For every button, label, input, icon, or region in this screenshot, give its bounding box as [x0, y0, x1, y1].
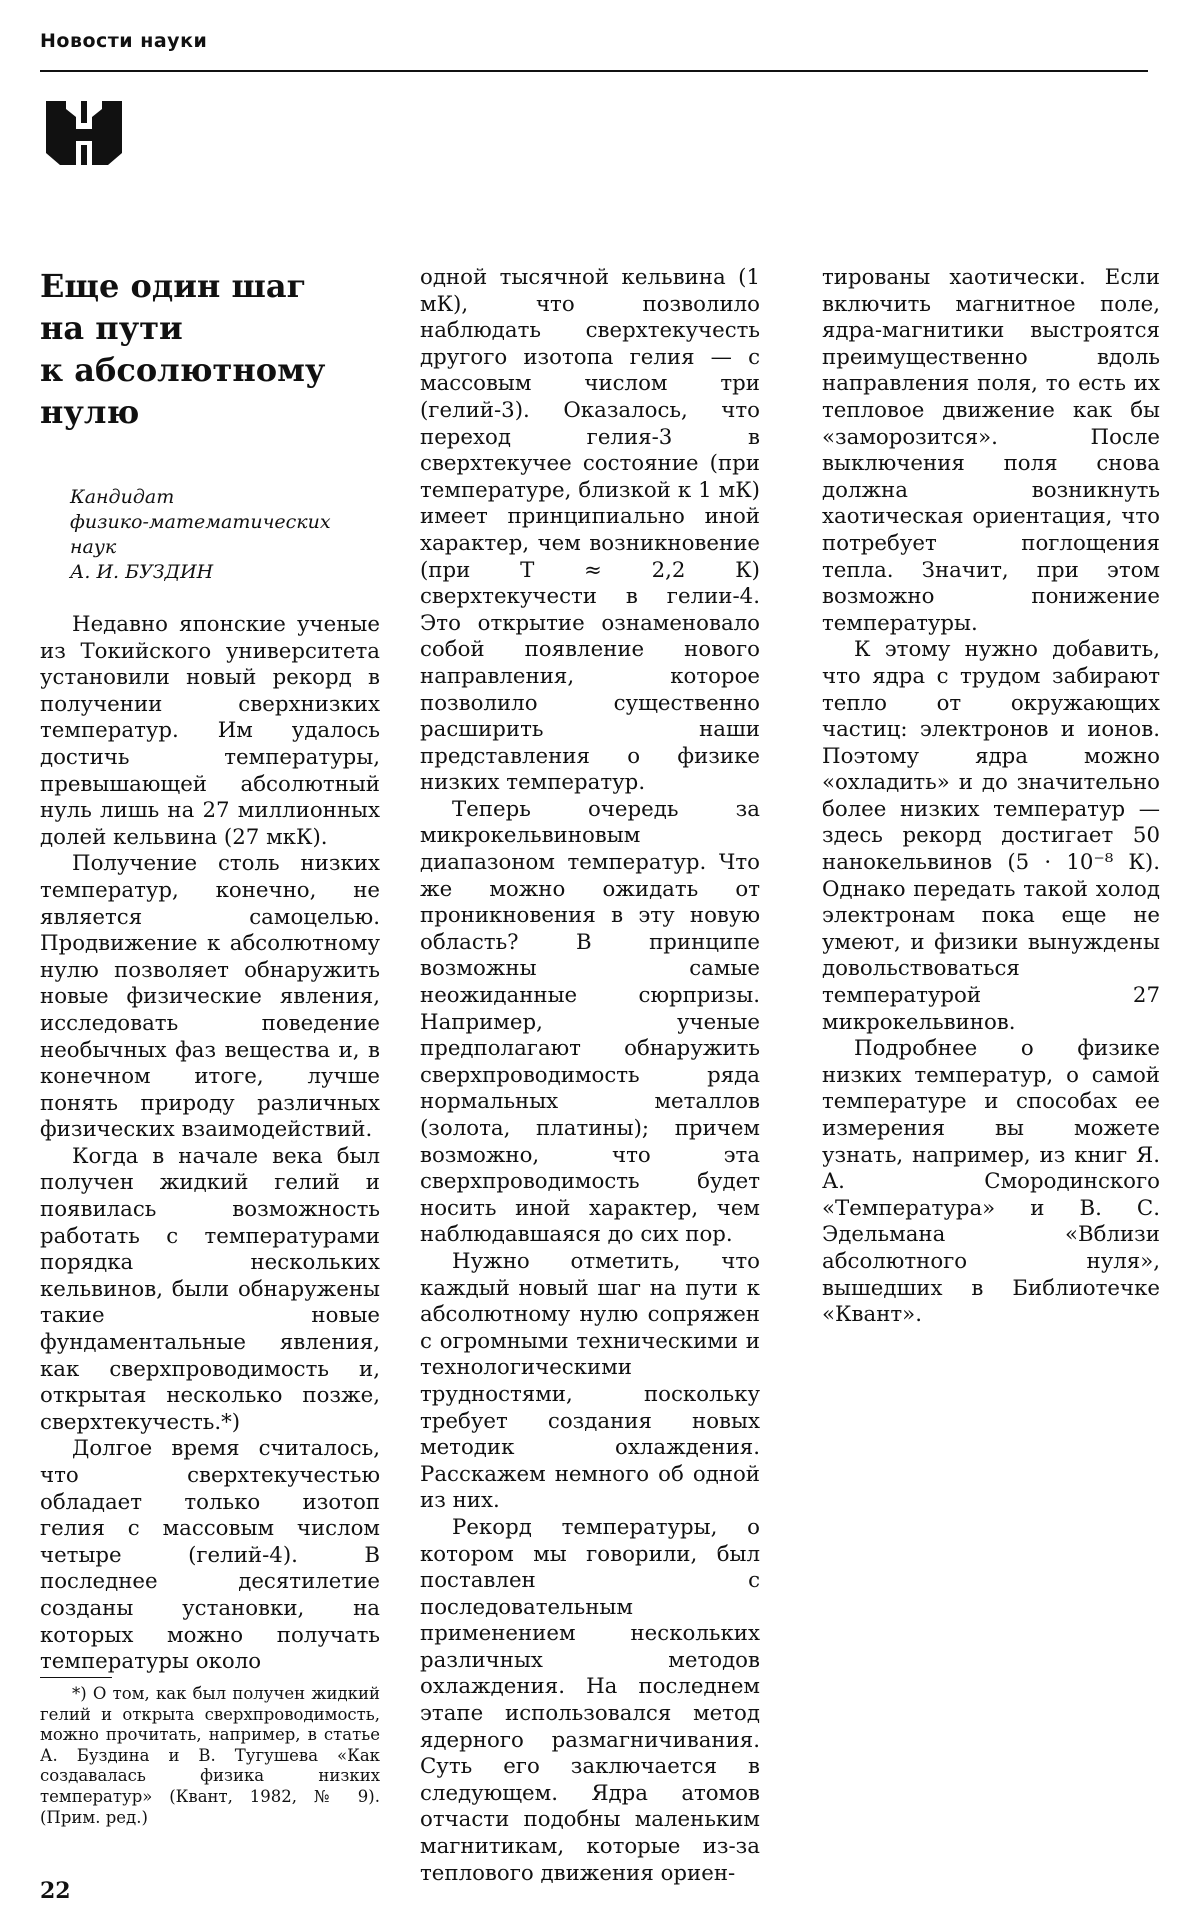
- paragraph: Когда в начале века был получен жидкий гелий и появилась возможность работать с температурами порядка нескольких кельвинов, были обнаружены такие новые фундаментальные явления, как сверхпроводимость и, открытая несколько позже, сверхтекучесть.*): [40, 1143, 380, 1435]
- title-line: нулю: [40, 393, 140, 431]
- paragraph: Нужно отметить, что каждый новый шаг на пути к абсолютному нулю сопряжен с огромными техническими и технологическими трудностями, поскольку требует создания новых методик охлаждения. Расскажем немного об одной из них.: [420, 1248, 760, 1514]
- paragraph-continued: тированы хаотически. Если включить магнитное поле, ядра-магнитики выстроятся преимущественно вдоль направления поля, то есть их тепловое движение как бы «заморозится». После выключения поля снова должна возникнуть хаотическая ориентация, что потребует поглощения тепла. Значит, при этом возможно понижение температуры.: [822, 265, 1160, 636]
- paragraph: Получение столь низких температур, конечно, не является самоцелью. Продвижение к абсолютному нулю позволяет обнаружить новые физические явления, исследовать поведение необычных фаз вещества и, в конечном итоге, лучше понять природу различных физических взаимодействий.: [40, 851, 380, 1143]
- title-line: Еще один шаг: [40, 267, 307, 305]
- header-rule: [40, 70, 1148, 72]
- article-column-1: [40, 612, 380, 1676]
- paragraph: Подробнее о физике низких температур, о самой температуре и способах ее измерения вы можете узнать, например, из книг Я. А. Смородинского «Температура» и В. С. Эдельмана «Вблизи абсолютного нуля», вышедших в Библиотечке «Квант».: [822, 1036, 1160, 1328]
- paragraph: Рекорд температуры, о котором мы говорили, был поставлен с последовательным применением нескольких различных методов охлаждения. На последнем этапе использовался метод ядерного размагничивания. Суть его заключается в следующем. Ядра атомов отчасти подобны маленьким магнитикам, которые из-за теплового движения ориен-: [420, 1514, 760, 1886]
- paragraph-continued: одной тысячной кельвина (1 мК), что позволило наблюдать сверхтекучесть другого изотопа гелия — с массовым числом три (гелий-3). Оказалось, что переход гелия-3 в сверхтекучее состояние (при температуре, близкой к 1 мК) имеет принципиально иной характер, чем возникновение (при T ≈ 2,2 К) сверхтекучести в гелии-4. Это открытие ознаменовало собой появление нового направления, которое позволило существенно расширить наши представления о физике низких температур.: [420, 265, 760, 796]
- article-title: [40, 265, 340, 433]
- article-column-2: [420, 265, 760, 1887]
- section-header: Новости науки: [40, 30, 208, 52]
- paragraph: Недавно японские ученые из Токийского университета установили новый рекорд в получении сверхнизких температур. Им удалось достичь температуры, превышающей абсолютный нуль лишь на 27 миллионных долей кельвина (27 мкК).: [40, 612, 380, 850]
- author-degree: физико-математических: [70, 511, 331, 533]
- news-section-logo-icon: [40, 95, 128, 171]
- author-name: А. И. БУЗДИН: [70, 561, 214, 583]
- paragraph: Долгое время считалось, что сверхтекучестью обладает только изотоп гелия с массовым числом четыре (гелий-4). В последнее десятилетие созданы установки, на которых можно получать температуры около: [40, 1436, 380, 1675]
- author-block: [70, 485, 340, 585]
- title-line: к абсолютному: [40, 351, 326, 389]
- paragraph: К этому нужно добавить, что ядра с трудом забирают тепло от окружающих частиц: электронов и ионов. Поэтому ядра можно «охладить» и до значительно более низких температур — здесь рекорд достигает 50 нанокельвинов (5 · 10⁻⁸ К). Однако передать такой холод электронам пока еще не умеют, и физики вынуждены довольствоваться температурой 27 микрокельвинов.: [822, 637, 1160, 1035]
- article-column-3: [822, 265, 1160, 1329]
- title-line: на пути: [40, 309, 183, 347]
- footnote-rule: [40, 1677, 112, 1678]
- footnote: *) О том, как был получен жидкий гелий и открыта сверхпроводимость, можно прочитать, например, в статье А. Буздина и В. Тугушева «Как создавалась физика низких температур» (Квант, 1982, № 9). (Прим. ред.): [40, 1684, 380, 1827]
- paragraph: Теперь очередь за микрокельвиновым диапазоном температур. Что же можно ожидать от проникновения в эту новую область? В принципе возможны самые неожиданные сюрпризы. Например, ученые предполагают обнаружить сверхпроводимость ряда нормальных металлов (золота, платины); причем возможно, что эта сверхпроводимость будет носить иной характер, чем наблюдавшаяся до сих пор.: [420, 796, 760, 1248]
- author-degree: Кандидат: [70, 486, 175, 508]
- page-number: 22: [40, 1878, 71, 1904]
- author-degree: наук: [70, 536, 117, 558]
